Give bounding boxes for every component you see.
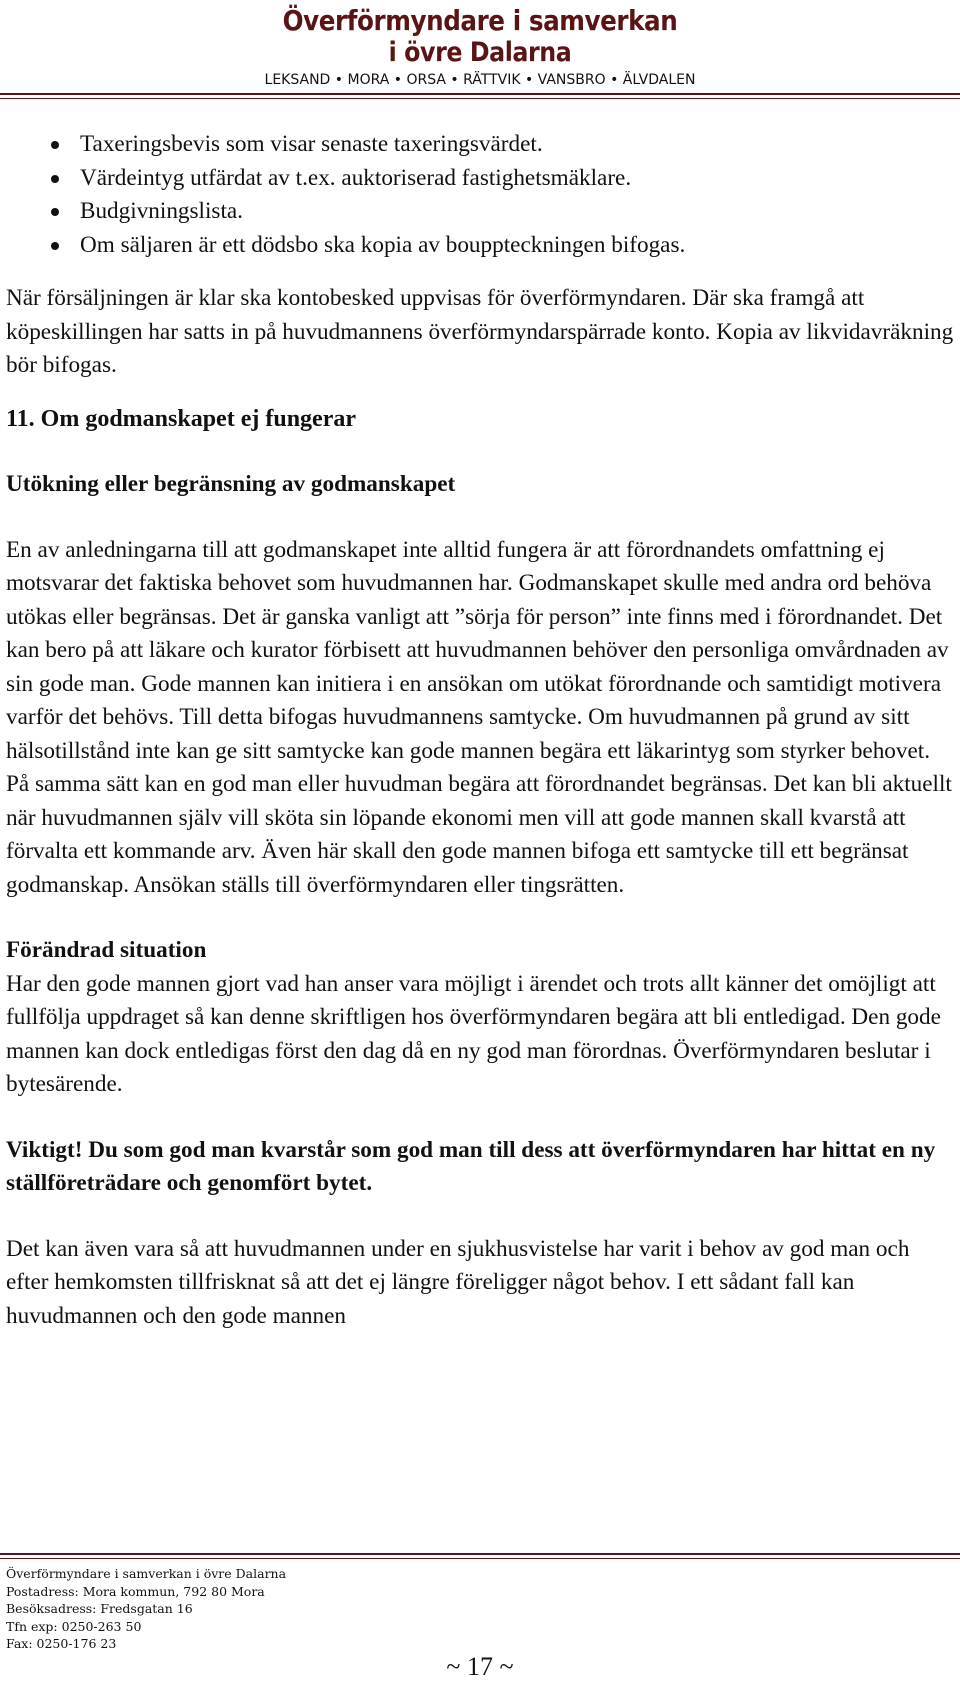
paragraph-extension: En av anledningarna till att godmanskapet inte alltid fungera är att förordnandets omfattning ej motsvarar det faktiska behovet som huvudmannen har. Godmanskapet skulle med andra ord behöva utökas eller begränsas. Det är ganska vanligt att ”sörja för person” inte finns med i förordnandet. Det kan bero på att läkare och kurator förbisett att huvudmannen behöver den personliga omvårdnaden av sin gode man. Gode mannen kan initiera i en ansökan om utökat förordnande och samtidigt motivera varför det behövs. Till detta bifogas huvudmannens samtycke. Om huvudmannen på grund av sitt hälsotillstånd inte kan ge sitt samtycke kan gode mannen begära ett läkarintyg som styrker behovet. På samma sätt kan en god man eller huvudman begära att förordnandet begränsas. Det kan bli aktuellt när huvudmannen själv vill sköta sin löpande ekonomi men vill att gode mannen skall kvarstå att förvalta ett kommande arv. Även här skall den gode mannen bifoga ett samtycke till ett begränsat godmanskap. Ansökan ställs till överförmyndaren eller tingsrätten. xyxy=(6,536,952,898)
list-item: Värdeintyg utfärdat av t.ex. auktoriserad fastighetsmäklare. xyxy=(80,162,956,196)
paragraph-changed-situation: Har den gode mannen gjort vad han anser vara möjligt i ärendet och trots allt känner det omöjligt att fullfölja uppdraget så kan denne skriftligen hos överförmyndaren begära att bli entledigad. Den gode mannen kan dock entledigas först den dag då en ny god man förordnas. Överförmyndaren beslutar i bytesärende. xyxy=(6,970,941,1097)
paragraph-recovery: Det kan även vara så att huvudmannen under en sjukhusvistelse har varit i behov av god man och efter hemkomsten tillfrisknat så att det ej längre föreligger något behov. I ett sådant fall kan huvudmannen och den gode mannen xyxy=(6,1235,910,1329)
member-municipalities: LEKSAND • MORA • ORSA • RÄTTVIK • VANSBRO • ÄLVDALEN xyxy=(264,72,696,88)
footer-organization: Överförmyndare i samverkan i övre Dalarna xyxy=(6,1566,287,1581)
subheading-changed-situation: Förändrad situation xyxy=(6,937,207,963)
paragraph-sale-settlement: När försäljningen är klar ska kontobesked uppvisas för överförmyndaren. Där ska framgå att köpeskillingen har satts in på huvudmannens överförmyndarspärrade konto. Kopia av likvidavräkning bör bifogas. xyxy=(6,285,954,378)
list-item: Om säljaren är ett dödsbo ska kopia av bouppteckningen bifogas. xyxy=(80,229,956,263)
footer-rule-thin xyxy=(0,1558,960,1559)
list-item: Taxeringsbevis som visar senaste taxeringsvärdet. xyxy=(80,128,956,162)
bullet-icon xyxy=(51,242,59,250)
footer-phone: Tfn exp: 0250-263 50 xyxy=(6,1618,142,1634)
header-rule-thick xyxy=(0,93,960,95)
footer-visiting-address: Besöksadress: Fredsgatan 16 xyxy=(6,1601,193,1616)
header-rule-thin xyxy=(0,98,960,99)
document-body xyxy=(6,128,956,1333)
footer-contact xyxy=(6,1565,506,1653)
footer-fax: Fax: 0250-176 23 xyxy=(6,1636,117,1651)
important-notice: Viktigt! Du som god man kvarstår som god man till dess att överförmyndaren har hittat en ny ställföreträdare och genomfört bytet. xyxy=(6,1136,936,1196)
bullet-icon xyxy=(51,141,59,149)
page-number: ~ 17 ~ xyxy=(446,1652,514,1681)
list-item: Budgivningslista. xyxy=(80,195,956,229)
attachment-list xyxy=(6,128,956,262)
letterhead xyxy=(0,0,960,102)
section-heading: 11. Om godmanskapet ej fungerar xyxy=(6,405,356,432)
organization-name-line2: i övre Dalarna xyxy=(388,37,572,68)
bullet-icon xyxy=(51,208,59,216)
footer-rule-thick xyxy=(0,1553,960,1555)
bullet-icon xyxy=(51,175,59,183)
subheading-extension: Utökning eller begränsning av godmanskapet xyxy=(6,471,456,497)
footer-postal-address: Postadress: Mora kommun, 792 80 Mora xyxy=(6,1583,265,1599)
organization-name-line1: Överförmyndare i samverkan xyxy=(282,4,678,37)
